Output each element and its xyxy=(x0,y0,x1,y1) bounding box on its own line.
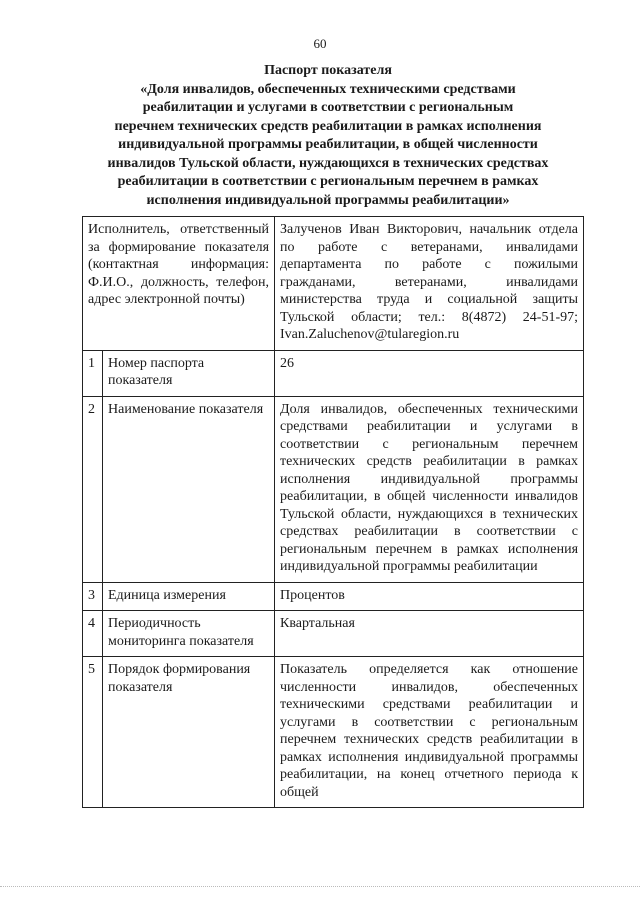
executor-value: Залученов Иван Викторович, начальник отдела по работе с ветеранами, инвалидами департамента по работе с пожилыми гражданами, ветеранами, инвалидами министерства труда и социальной защиты Тульской области; тел.: 8(4872) 24-51-97; Ivan.Zaluchenov@tularegion.ru xyxy=(275,217,584,351)
title-line: «Доля инвалидов, обеспеченных техническими средствами xyxy=(140,81,516,97)
title-line: инвалидов Тульской области, нуждающихся в технических средствах xyxy=(107,155,549,171)
row-number: 4 xyxy=(83,611,103,657)
table-row xyxy=(83,350,584,396)
table-row-executor xyxy=(83,217,584,351)
table-row xyxy=(83,582,584,611)
row-label: Единица измерения xyxy=(103,582,275,611)
row-label: Номер паспорта показателя xyxy=(103,350,275,396)
row-value: Показатель определяется как отношение численности инвалидов, обеспеченных техническими средствами реабилитации и услугами в соответствии с региональным перечнем технических средств реабилитации в рамках исполнения индивидуальной программы реабилитации, на конец отчетного периода к общей xyxy=(275,657,584,808)
table-row xyxy=(83,396,584,582)
scan-edge-artifact xyxy=(0,884,640,887)
title-line: Паспорт показателя xyxy=(264,63,392,78)
row-value: Доля инвалидов, обеспеченных техническими средствами реабилитации и услугами в соответствии с региональным перечнем технических средств реабилитации в рамках исполнения индивидуальной программы реабилитации, в общей численности инвалидов Тульской области, нуждающихся в технических средствах реабилитации в соответствии с региональным перечнем в рамках исполнения индивидуальной программы реабилитации xyxy=(275,396,584,582)
row-label: Порядок формирования показателя xyxy=(103,657,275,808)
document-title xyxy=(86,62,570,210)
row-label: Периодичность мониторинга показателя xyxy=(103,611,275,657)
title-line: исполнения индивидуальной программы реабилитации» xyxy=(146,192,510,208)
row-value: 26 xyxy=(275,350,584,396)
executor-label: Исполнитель, ответственный за формирование показателя (контактная информация: Ф.И.О., должность, телефон, адрес электронной почты) xyxy=(83,217,275,351)
row-label: Наименование показателя xyxy=(103,396,275,582)
table-row xyxy=(83,611,584,657)
table-row xyxy=(83,657,584,808)
title-line: индивидуальной программы реабилитации, в общей численности xyxy=(118,137,538,152)
row-number: 5 xyxy=(83,657,103,808)
row-value: Процентов xyxy=(275,582,584,611)
title-line: реабилитации в соответствии с региональным перечнем в рамках xyxy=(117,174,539,189)
passport-table xyxy=(82,216,584,808)
row-number: 2 xyxy=(83,396,103,582)
page-number: 60 xyxy=(313,36,327,51)
row-number: 3 xyxy=(83,582,103,611)
row-value: Квартальная xyxy=(275,611,584,657)
title-line: реабилитации и услугами в соответствии с региональным xyxy=(142,100,514,115)
title-line: перечнем технических средств реабилитации в рамках исполнения xyxy=(114,118,542,134)
row-number: 1 xyxy=(83,350,103,396)
